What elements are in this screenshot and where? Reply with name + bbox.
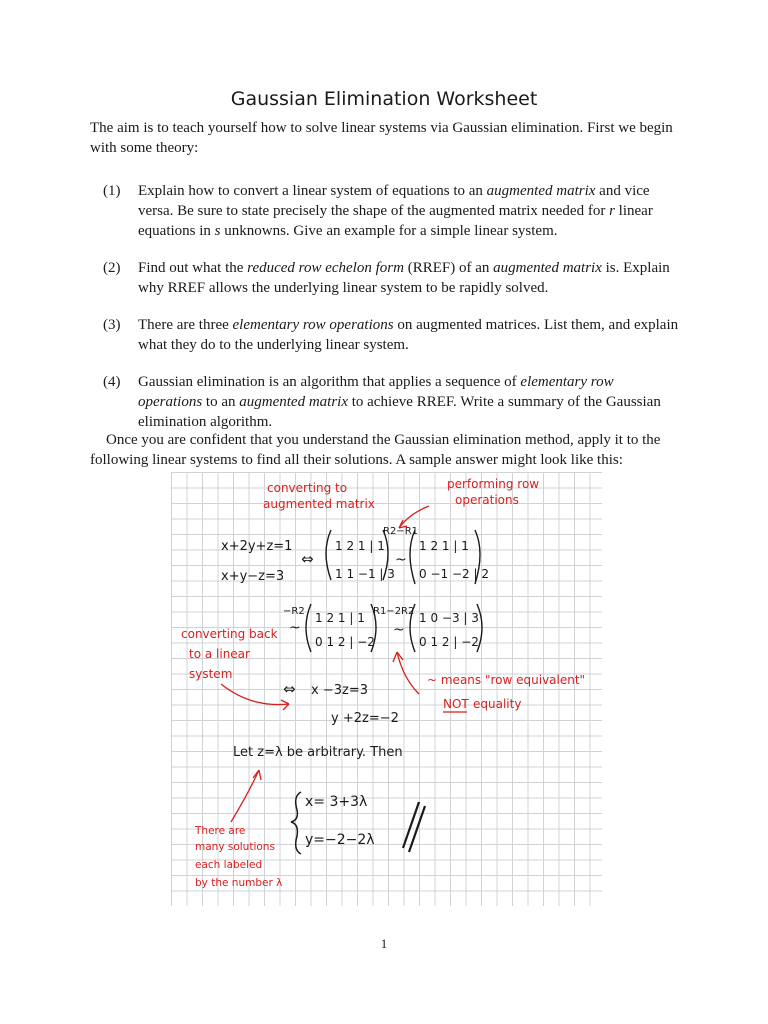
iff-symbol: ⇔: [301, 550, 314, 568]
matrix-4-row-1: 1 0 −3 | 3: [419, 611, 479, 625]
note-each-labeled: each labeled: [195, 859, 263, 871]
matrix-3-left-paren: [306, 604, 311, 652]
end-mark: [403, 802, 425, 852]
note-operations: operations: [455, 493, 519, 507]
arrow-lambda: [231, 770, 259, 822]
item-text: Find out what the reduced row echelon form (RREF) of an augmented matrix is. Explain why RREF allows the underlying linear system to be rapidly solved.: [138, 260, 670, 296]
row-op-1: R2−R1: [383, 526, 418, 537]
note-to-a-linear: to a linear: [189, 647, 250, 661]
solution-brace: [291, 792, 301, 854]
matrix-1-left-paren: [326, 530, 331, 580]
note-not: NOT: [443, 697, 469, 711]
page-number: 1: [380, 936, 388, 951]
tilde-1: ~: [395, 552, 407, 568]
matrix-3-row-2: 0 1 2 | −2: [315, 635, 375, 649]
note-system: system: [189, 667, 233, 681]
note-converting-back: converting back: [181, 627, 278, 641]
item-number: (3): [103, 317, 121, 333]
equation-1: x+2y+z=1: [221, 539, 293, 554]
note-there-are: There are: [195, 825, 246, 837]
page-title: Gaussian Elimination Worksheet: [230, 88, 538, 110]
item-text: Gaussian elimination is an algorithm that applies a sequence of elementary row operations to an augmented matrix to achieve RREF. Write a summary of the Gaussian elimination algorithm.: [138, 374, 661, 430]
row-op-2: −R2: [283, 606, 305, 617]
matrix-2-row-2: 0 −1 −2 | 2: [419, 567, 489, 581]
note-equality: equality: [473, 697, 522, 711]
note-converting-to: converting to: [267, 481, 348, 495]
iff-symbol-2: ⇔: [283, 680, 296, 698]
instruction-paragraph: Once you are confident that you understand the Gaussian elimination method, apply it to the following linear systems to find all their solutions. A sample answer might look like this:: [90, 432, 661, 468]
system-row-2: y +2z=−2: [331, 711, 399, 726]
note-many-solutions: many solutions: [195, 841, 275, 853]
solution-x: x= 3+3λ: [305, 794, 368, 810]
item-number: (4): [103, 374, 121, 390]
tilde-3: ~: [393, 622, 405, 638]
item-number: (2): [103, 260, 121, 276]
matrix-3-row-1: 1 2 1 | 1: [315, 611, 365, 625]
note-performing-row: performing row: [447, 477, 540, 491]
matrix-1-row-1: 1 2 1 | 1: [335, 539, 385, 553]
note-row-equivalent: ~ means "row equivalent": [427, 673, 586, 687]
tilde-2: ~: [289, 620, 301, 636]
item-text: There are three elementary row operations on augmented matrices. List them, and explain what they do to the underlying linear system.: [138, 317, 679, 353]
solution-y: y=−2−2λ: [305, 832, 375, 848]
intro-paragraph: The aim is to teach yourself how to solve linear systems via Gaussian elimination. First we begin with some theory:: [90, 120, 673, 156]
matrix-2-left-paren: [410, 530, 415, 584]
matrix-1-row-2: 1 1 −1 | 3: [335, 567, 395, 581]
system-row-1: x −3z=3: [311, 683, 368, 698]
note-augmented-matrix: augmented matrix: [263, 497, 375, 511]
arrow-tilde: [397, 652, 419, 694]
row-op-3: R1−2R2: [373, 606, 415, 617]
let-statement: Let z=λ be arbitrary. Then: [233, 745, 403, 760]
equation-2: x+y−z=3: [221, 569, 285, 584]
arrow-row-ops: [399, 506, 429, 528]
item-text: Explain how to convert a linear system of equations to an augmented matrix and vice versa. Be sure to state precisely the shape of the augmented matrix needed for r linear equations in s unknowns. Give an example for a simple linear system.: [138, 183, 653, 239]
example-drawing: [171, 472, 602, 906]
arrow-converting-back: [221, 684, 289, 705]
note-by-the-number: by the number λ: [195, 877, 283, 889]
matrix-4-row-2: 0 1 2 | −2: [419, 635, 479, 649]
matrix-2-row-1: 1 2 1 | 1: [419, 539, 469, 553]
handwritten-example: [171, 472, 602, 906]
item-number: (1): [103, 183, 121, 199]
